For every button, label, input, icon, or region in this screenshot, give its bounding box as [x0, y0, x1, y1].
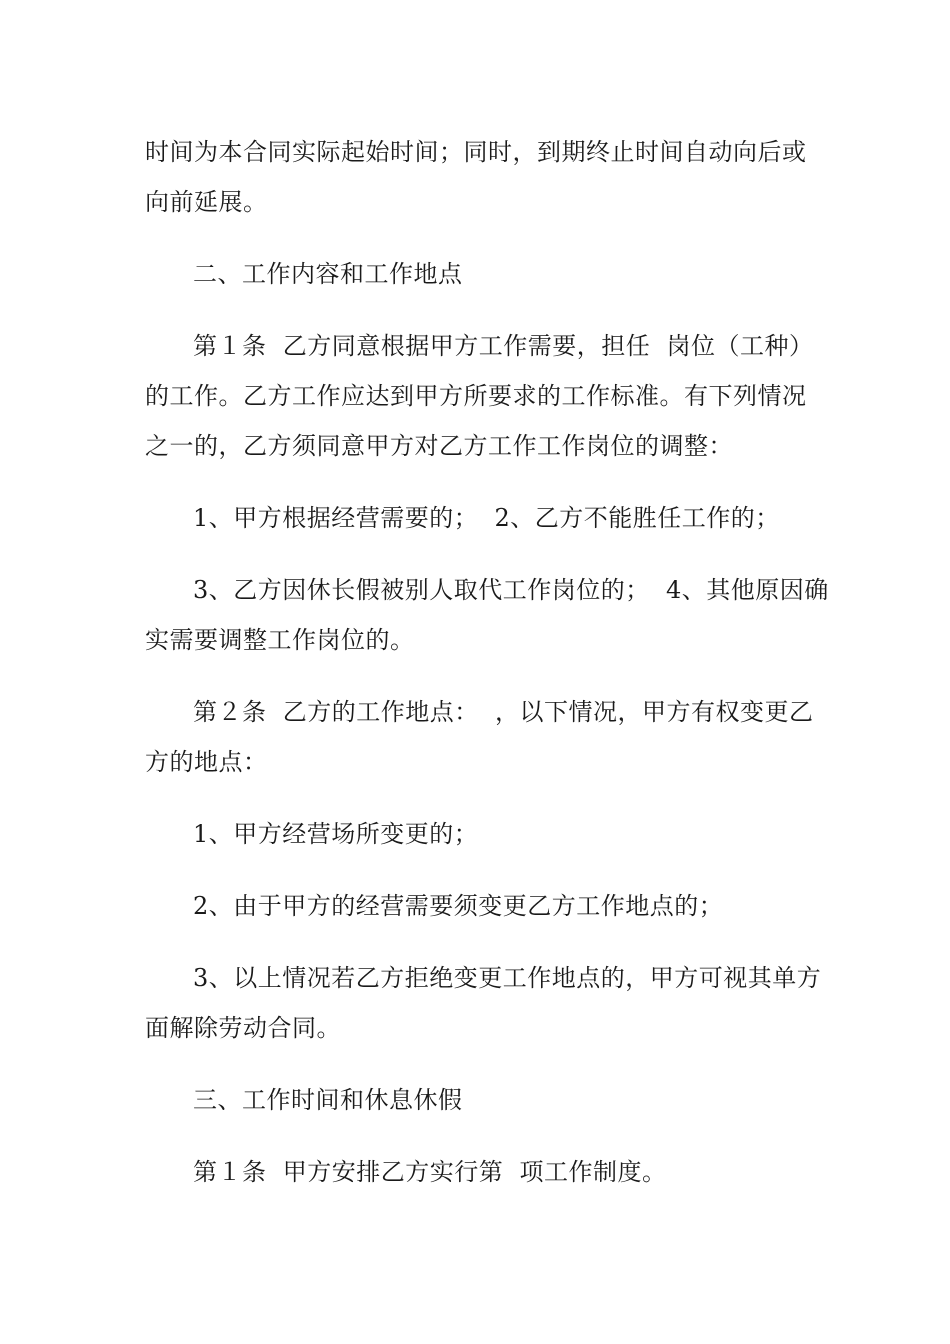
text-line: 方的地点： [145, 748, 268, 776]
text-line: 的工作。乙方工作应达到甲方所要求的工作标准。有下列情况 [145, 382, 807, 410]
text-line: 第１条 甲方安排乙方实行第 项工作制度。 [193, 1158, 667, 1186]
text-line: 1、甲方根据经营需要的； 2、乙方不能胜任工作的； [193, 504, 780, 532]
text-line: 面解除劳动合同。 [145, 1014, 341, 1042]
text-line: 之一的，乙方须同意甲方对乙方工作工作岗位的调整： [145, 432, 733, 460]
text-line: 3、乙方因休长假被别人取代工作岗位的； 4、其他原因确 [193, 576, 829, 604]
text-line: 向前延展。 [145, 188, 268, 216]
section-heading: 二、工作内容和工作地点 [193, 260, 463, 288]
text-line: 第２条 乙方的工作地点： ，以下情况，甲方有权变更乙 [193, 698, 814, 726]
section-heading: 三、工作时间和休息休假 [193, 1086, 463, 1114]
text-line: 1、甲方经营场所变更的； [193, 820, 479, 848]
text-line: 第１条 乙方同意根据甲方工作需要，担任 岗位（工种） [193, 332, 814, 360]
text-line: 实需要调整工作岗位的。 [145, 626, 415, 654]
text-line: 3、以上情况若乙方拒绝变更工作地点的，甲方可视其单方 [193, 964, 822, 992]
text-line: 时间为本合同实际起始时间；同时，到期终止时间自动向后或 [145, 138, 807, 166]
text-line: 2、由于甲方的经营需要须变更乙方工作地点的； [193, 892, 724, 920]
